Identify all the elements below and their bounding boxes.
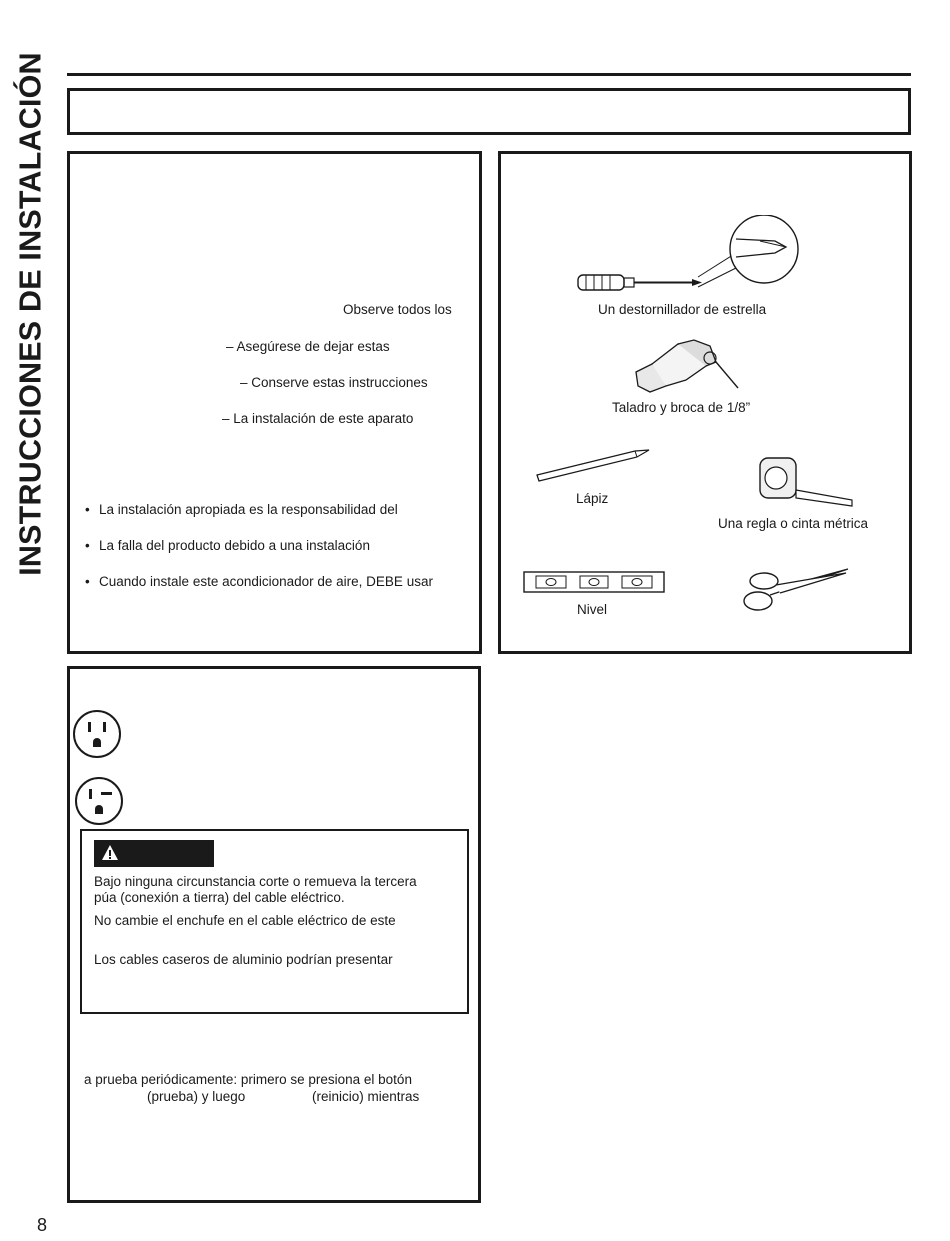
top-rule — [67, 73, 911, 76]
warning-line: Bajo ninguna circunstancia corte o remueva la tercera — [94, 874, 417, 889]
page-number: 8 — [37, 1215, 48, 1235]
gfci-test-line: (prueba) y luego — [147, 1089, 246, 1104]
side-title — [8, 40, 54, 588]
tape-measure-icon — [756, 454, 856, 508]
warning-header — [94, 840, 214, 867]
grounded-outlet-20a-icon — [74, 776, 124, 826]
grounded-outlet-icon — [72, 709, 122, 759]
pencil-label: Lápiz — [576, 491, 609, 506]
tape-measure-label: Una regla o cinta métrica — [718, 516, 869, 531]
level-label: Nivel — [577, 602, 608, 617]
screwdriver-label: Un destornillador de estrella — [598, 302, 767, 317]
screwdriver-icon — [570, 215, 802, 300]
notes-line-observe: Observe todos los — [343, 302, 452, 317]
header-box — [67, 88, 911, 135]
drill-label: Taladro y broca de 1/8” — [612, 400, 751, 415]
warning-line: púa (conexión a tierra) del cable eléctrico. — [94, 890, 345, 905]
scissors-icon — [740, 565, 852, 615]
side-title-text: INSTRUCCIONES DE INSTALACIÓN — [13, 52, 48, 576]
pencil-icon — [535, 447, 653, 483]
notes-line-keep: – Conserve estas instrucciones — [240, 375, 428, 390]
bullet-item: • La falla del producto debido a una instalación — [99, 538, 370, 553]
notes-line-installation: – La instalación de este aparato — [222, 411, 414, 426]
bullet-item: • La instalación apropiada es la responsabilidad del — [99, 502, 398, 517]
gfci-test-line: a prueba periódicamente: primero se presiona el botón — [84, 1072, 412, 1087]
level-icon — [522, 570, 666, 596]
warning-triangle-icon — [101, 844, 119, 862]
drill-icon — [632, 336, 742, 394]
warning-line: No cambie el enchufe en el cable eléctrico de este — [94, 913, 396, 928]
notes-line-leave: – Asegúrese de dejar estas — [226, 339, 390, 354]
bullet-item: • Cuando instale este acondicionador de aire, DEBE usar — [99, 574, 433, 589]
warning-line: Los cables caseros de aluminio podrían presentar — [94, 952, 393, 967]
gfci-test-line: (reinicio) mientras — [312, 1089, 420, 1104]
